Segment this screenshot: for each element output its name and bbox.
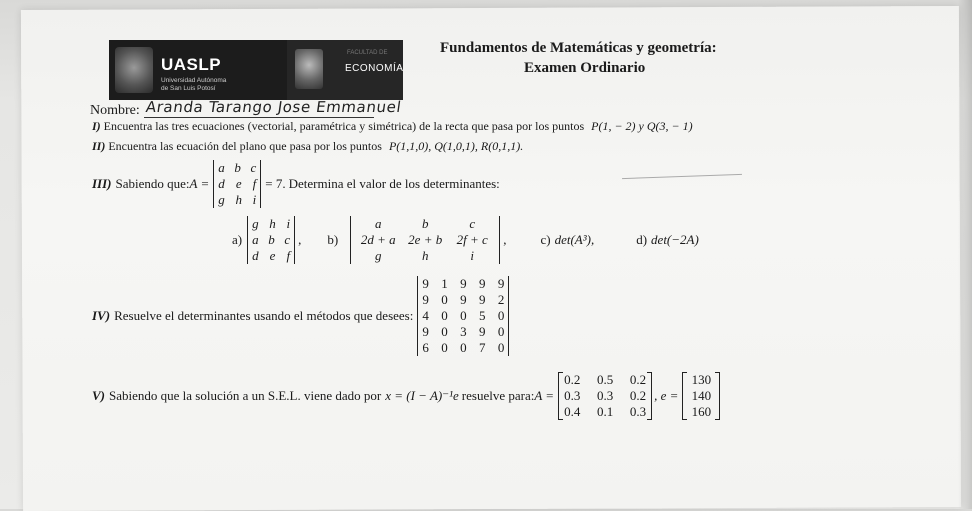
matrix-entry: 160 xyxy=(691,404,712,419)
matrix-entry: i xyxy=(470,248,475,263)
matrix-entry: b xyxy=(234,160,241,175)
matrix-entry: 0.3 xyxy=(629,404,647,419)
matrix-entry: b xyxy=(268,232,275,247)
matrix-entry: 0 xyxy=(497,308,505,323)
determinant-5x5 xyxy=(417,276,509,356)
matrix-entry: 0 xyxy=(497,340,505,355)
matrix-entry: c xyxy=(250,160,257,175)
matrix-entry: 0 xyxy=(441,324,448,339)
matrix-entry: 9 xyxy=(422,324,429,339)
matrix-entry: 0.5 xyxy=(596,372,614,387)
determinant-b xyxy=(350,216,500,264)
item-d-expression: det(−2A) xyxy=(651,232,699,247)
matrix-entry: a xyxy=(252,232,259,247)
matrix-entry: 3 xyxy=(460,324,467,339)
course-title: Fundamentos de Matemáticas y geometría: xyxy=(440,40,717,56)
university-crest-icon xyxy=(115,47,153,93)
question-4: IV) Resuelve el determinantes usando el métodos que desees: 9 1 9 9 9 9 0 9 9 2 4 0 0 5 0 9 0 3 9 0 6 0 0 7 0 xyxy=(92,276,509,356)
matrix-entry: g xyxy=(252,216,259,231)
faculty-crest-icon xyxy=(295,49,323,89)
matrix-entry: 0.3 xyxy=(564,388,581,403)
matrix-entry: 2f + c xyxy=(456,232,488,247)
item-c-label: c) xyxy=(540,232,551,247)
matrix-entry: 2e + b xyxy=(408,232,443,247)
matrix-entry: 1 xyxy=(441,276,448,291)
matrix-entry: g xyxy=(374,248,382,263)
matrix-A xyxy=(558,372,652,420)
matrix-entry: 140 xyxy=(691,388,712,403)
item-b-label: b) xyxy=(327,232,339,247)
university-banner xyxy=(109,40,403,100)
matrix-entry: 0.3 xyxy=(596,388,614,403)
uaslp-logo-block xyxy=(109,40,287,100)
matrix-entry: 0 xyxy=(497,324,505,339)
matrix-entry: 0.2 xyxy=(629,388,647,403)
matrix-entry: 0.4 xyxy=(564,404,581,419)
matrix-entry: 5 xyxy=(478,308,486,323)
determinant-A xyxy=(213,160,261,208)
uaslp-logo-text: UASLP xyxy=(161,55,222,74)
uaslp-subtitle: Universidad Autónoma de San Luis Potosí xyxy=(161,77,227,92)
faculty-small-label: FACULTAD DE xyxy=(347,50,388,56)
matrix-entry: 9 xyxy=(478,324,486,339)
question-3-subitems: a) g h i a b c d e f , b) a b c 2d + a 2e + b 2f + c g h i , c) det(A³), d) det(−2A) xyxy=(232,216,699,263)
matrix-entry: b xyxy=(421,216,429,231)
vector-e xyxy=(682,372,720,420)
matrix-entry: a xyxy=(218,160,225,175)
item-c-expression: det(A³), xyxy=(554,232,595,247)
matrix-entry: h xyxy=(269,216,276,231)
matrix-entry: 9 xyxy=(460,292,467,307)
matrix-entry: h xyxy=(421,248,429,263)
name-label: Nombre: xyxy=(90,103,140,118)
matrix-entry: 9 xyxy=(422,292,429,307)
question-3: III) Sabiendo que: A = a b c d e f g h i = 7. Determina el valor de los determinantes: xyxy=(92,160,500,207)
matrix-entry: 7 xyxy=(478,340,486,355)
matrix-entry: 9 xyxy=(422,276,429,291)
matrix-entry: 0 xyxy=(441,308,448,323)
matrix-entry: 0.2 xyxy=(564,372,581,387)
matrix-entry: i xyxy=(252,192,257,207)
matrix-entry: 2 xyxy=(497,292,505,307)
exam-title: Examen Ordinario xyxy=(524,60,646,76)
faculty-label: ECONOMÍA xyxy=(345,63,404,74)
matrix-entry: 0 xyxy=(441,292,448,307)
matrix-entry: 9 xyxy=(478,292,486,307)
matrix-entry: 6 xyxy=(422,340,429,355)
matrix-entry: 4 xyxy=(422,308,429,323)
determinant-a xyxy=(247,216,295,264)
matrix-entry: e xyxy=(269,248,276,263)
matrix-entry: 0 xyxy=(460,340,467,355)
matrix-entry: h xyxy=(235,192,242,207)
matrix-entry: c xyxy=(469,216,476,231)
question-2: II) Encuentra las ecuación del plano que pasa por los puntos P(1,1,0), Q(1,0,1), R(0,1,1). xyxy=(92,139,524,153)
matrix-entry: 9 xyxy=(497,276,505,291)
name-underline xyxy=(144,117,374,118)
student-name-handwritten: Aranda Tarango Jose Emmanuel xyxy=(144,98,403,116)
faculty-logo-block xyxy=(287,40,403,100)
matrix-entry: 2d + a xyxy=(360,232,396,247)
matrix-entry: f xyxy=(286,248,291,263)
matrix-entry: g xyxy=(218,192,225,207)
matrix-entry: 0.1 xyxy=(596,404,614,419)
matrix-entry: e xyxy=(235,176,242,191)
item-d-label: d) xyxy=(636,232,648,247)
question-5: V) Sabiendo que la solución a un S.E.L. viene dado por x = (I − A)⁻¹e resuelve para: A = 0.2 0.5 0.2 0.3 0.3 0.2 0.4 0.1 0.3 , e = 130 140 160 xyxy=(92,372,720,420)
matrix-entry: 9 xyxy=(460,276,467,291)
matrix-entry: 130 xyxy=(691,372,712,387)
matrix-entry: 0 xyxy=(460,308,467,323)
matrix-entry: i xyxy=(286,216,291,231)
question-1: I) Encuentra las tres ecuaciones (vectorial, paramétrica y simétrica) de la recta que pasa por los puntos P(1, − 2) y Q(3, − 1) xyxy=(92,119,693,133)
page-edge-shadow xyxy=(958,0,972,509)
solution-formula: x = (I − A)⁻¹e xyxy=(385,388,459,403)
matrix-entry: c xyxy=(284,232,291,247)
matrix-entry: 9 xyxy=(478,276,486,291)
item-a-label: a) xyxy=(232,232,243,247)
matrix-entry: d xyxy=(252,248,259,263)
matrix-entry: f xyxy=(252,176,257,191)
matrix-entry: d xyxy=(218,176,225,191)
matrix-entry: 0.2 xyxy=(629,372,647,387)
matrix-entry: 0 xyxy=(441,340,448,355)
matrix-entry: a xyxy=(374,216,382,231)
